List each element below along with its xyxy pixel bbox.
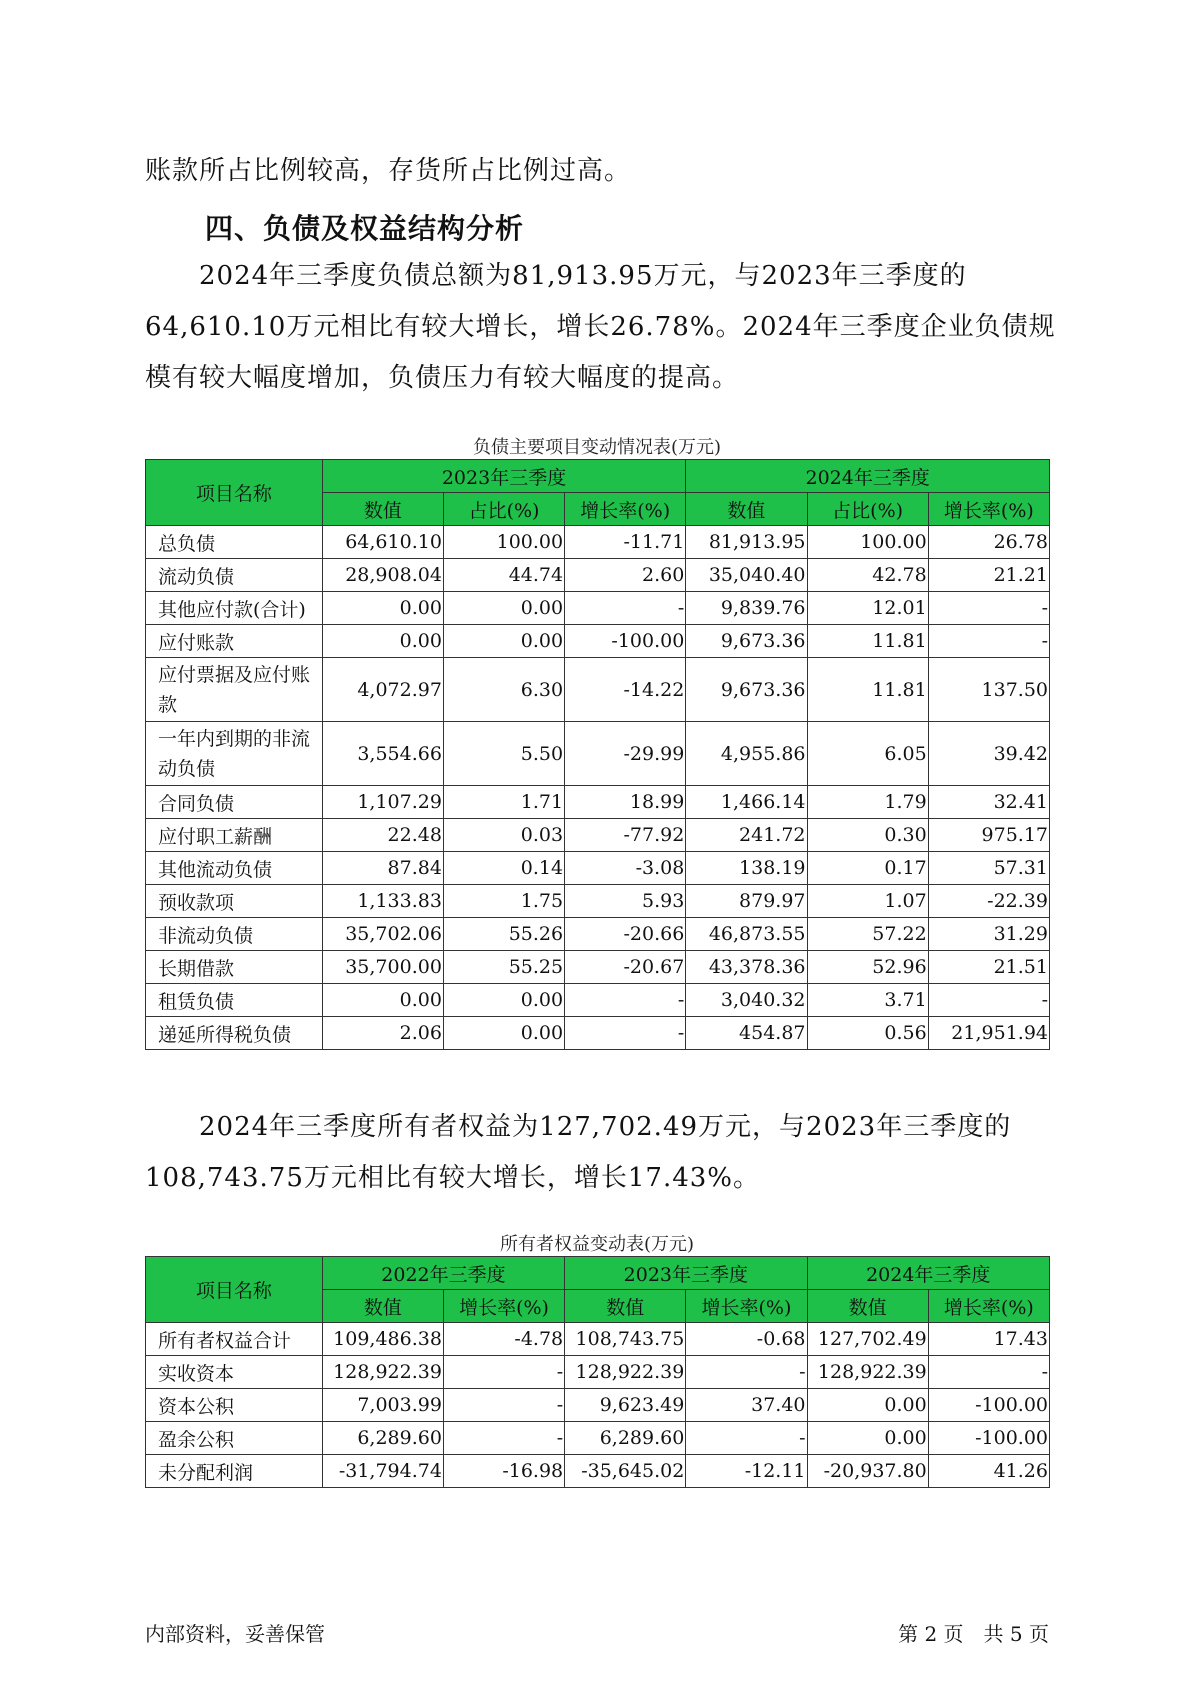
- cell-share: 55.26: [443, 918, 564, 951]
- cell-value: 1,133.83: [322, 885, 443, 918]
- cell-share: 0.03: [443, 819, 564, 852]
- cell-value: 128,922.39: [322, 1356, 443, 1389]
- cell-growth: -100.00: [928, 1389, 1049, 1422]
- table-row: [146, 819, 1050, 852]
- cell-value: 128,922.39: [565, 1356, 686, 1389]
- cell-value: 0.00: [807, 1422, 928, 1455]
- table2-period3-header: 2024年三季度: [807, 1257, 1049, 1290]
- cell-growth: -: [565, 1017, 686, 1050]
- cell-value: 1,107.29: [322, 786, 443, 819]
- cell-growth: -: [565, 592, 686, 625]
- cell-value: -35,645.02: [565, 1455, 686, 1488]
- cell-share: 12.01: [807, 592, 928, 625]
- table-row: [146, 918, 1050, 951]
- cell-value: 43,378.36: [686, 951, 807, 984]
- cell-share: 42.78: [807, 559, 928, 592]
- cell-share: 0.17: [807, 852, 928, 885]
- cell-value: 3,554.66: [322, 722, 443, 786]
- cell-growth: 26.78: [928, 526, 1049, 559]
- cell-growth: -29.99: [565, 722, 686, 786]
- cell-growth: 37.40: [686, 1389, 807, 1422]
- cell-growth: 31.29: [928, 918, 1049, 951]
- table-row: [146, 1422, 1050, 1455]
- table2-col-growth: 增长率(%): [443, 1290, 564, 1323]
- table-row: [146, 559, 1050, 592]
- row-label: 租赁负债: [146, 984, 323, 1017]
- table1-col-growth: 增长率(%): [928, 493, 1049, 526]
- cell-value: 108,743.75: [565, 1323, 686, 1356]
- cell-value: 35,040.40: [686, 559, 807, 592]
- cell-share: 1.71: [443, 786, 564, 819]
- row-label: 资本公积: [146, 1389, 323, 1422]
- cell-value: 0.00: [322, 592, 443, 625]
- cell-value: 35,700.00: [322, 951, 443, 984]
- table-row: [146, 786, 1050, 819]
- cell-growth: -: [443, 1389, 564, 1422]
- table2-col-growth: 增长率(%): [928, 1290, 1049, 1323]
- cell-growth: -: [928, 1356, 1049, 1389]
- footer-confidential-note: 内部资料，妥善保管: [145, 1622, 325, 1646]
- liabilities-table: [145, 459, 1050, 1050]
- row-label: 总负债: [146, 526, 323, 559]
- row-label: 盈余公积: [146, 1422, 323, 1455]
- table-row: [146, 722, 1050, 786]
- row-label: 非流动负债: [146, 918, 323, 951]
- table1-col-share: 占比(%): [443, 493, 564, 526]
- cell-share: 0.14: [443, 852, 564, 885]
- cell-value: 6,289.60: [322, 1422, 443, 1455]
- cell-growth: -11.71: [565, 526, 686, 559]
- cell-growth: 2.60: [565, 559, 686, 592]
- row-label: 应付票据及应付账款: [146, 658, 323, 722]
- cell-growth: -: [928, 625, 1049, 658]
- cell-value: 9,673.36: [686, 625, 807, 658]
- cell-value: 9,839.76: [686, 592, 807, 625]
- cell-value: 4,955.86: [686, 722, 807, 786]
- cell-share: 11.81: [807, 658, 928, 722]
- cell-share: 100.00: [807, 526, 928, 559]
- row-label: 未分配利润: [146, 1455, 323, 1488]
- cell-value: 1,466.14: [686, 786, 807, 819]
- table1-period1-header: 2023年三季度: [322, 460, 686, 493]
- table-row: [146, 1389, 1050, 1422]
- row-label: 其他应付款(合计): [146, 592, 323, 625]
- cell-growth: -: [443, 1356, 564, 1389]
- cell-growth: 137.50: [928, 658, 1049, 722]
- cell-value: 46,873.55: [686, 918, 807, 951]
- cell-value: 454.87: [686, 1017, 807, 1050]
- cell-growth: 975.17: [928, 819, 1049, 852]
- paragraph-liabilities: 2024年三季度负债总额为81,913.95万元，与2023年三季度的64,610.10万元相比有较大增长，增长26.78%。2024年三季度企业负债规模有较大幅度增加，负债压力有较大幅度的提高。: [145, 261, 1056, 393]
- cell-value: 9,673.36: [686, 658, 807, 722]
- cell-growth: -100.00: [565, 625, 686, 658]
- cell-growth: 17.43: [928, 1323, 1049, 1356]
- cell-share: 0.00: [443, 1017, 564, 1050]
- cell-share: 100.00: [443, 526, 564, 559]
- cell-share: 0.56: [807, 1017, 928, 1050]
- table2-col-value: 数值: [807, 1290, 928, 1323]
- cell-share: 0.00: [443, 625, 564, 658]
- cell-value: 0.00: [322, 984, 443, 1017]
- cell-value: 0.00: [322, 625, 443, 658]
- cell-value: 9,623.49: [565, 1389, 686, 1422]
- table1-col-growth: 增长率(%): [565, 493, 686, 526]
- cell-share: 1.75: [443, 885, 564, 918]
- table-row: [146, 1323, 1050, 1356]
- cell-value: 7,003.99: [322, 1389, 443, 1422]
- cell-growth: 21,951.94: [928, 1017, 1049, 1050]
- row-label: 应付账款: [146, 625, 323, 658]
- row-label: 一年内到期的非流动负债: [146, 722, 323, 786]
- cell-growth: -100.00: [928, 1422, 1049, 1455]
- cell-value: 64,610.10: [322, 526, 443, 559]
- cell-growth: -77.92: [565, 819, 686, 852]
- cell-value: 35,702.06: [322, 918, 443, 951]
- cell-growth: -0.68: [686, 1323, 807, 1356]
- cell-value: 138.19: [686, 852, 807, 885]
- cell-share: 11.81: [807, 625, 928, 658]
- cell-share: 44.74: [443, 559, 564, 592]
- table-row: [146, 984, 1050, 1017]
- cell-value: 127,702.49: [807, 1323, 928, 1356]
- section-heading: 四、负债及权益结构分析: [205, 212, 525, 245]
- cell-share: 6.05: [807, 722, 928, 786]
- row-label: 应付职工薪酬: [146, 819, 323, 852]
- cell-value: 81,913.95: [686, 526, 807, 559]
- row-label: 递延所得税负债: [146, 1017, 323, 1050]
- table1-col-value: 数值: [686, 493, 807, 526]
- table1-name-header: 项目名称: [146, 460, 323, 526]
- cell-growth: -16.98: [443, 1455, 564, 1488]
- row-label: 实收资本: [146, 1356, 323, 1389]
- table-row: [146, 526, 1050, 559]
- table-row: [146, 1455, 1050, 1488]
- cell-growth: 57.31: [928, 852, 1049, 885]
- cell-value: 241.72: [686, 819, 807, 852]
- cell-share: 55.25: [443, 951, 564, 984]
- cell-growth: -22.39: [928, 885, 1049, 918]
- paragraph-equity: 2024年三季度所有者权益为127,702.49万元，与2023年三季度的108,743.75万元相比有较大增长，增长17.43%。: [145, 1112, 1012, 1193]
- cell-share: 0.30: [807, 819, 928, 852]
- cell-growth: -: [928, 984, 1049, 1017]
- cell-growth: -: [686, 1422, 807, 1455]
- cell-value: 6,289.60: [565, 1422, 686, 1455]
- table1-period2-header: 2024年三季度: [686, 460, 1050, 493]
- cell-share: 1.79: [807, 786, 928, 819]
- cell-growth: -20.67: [565, 951, 686, 984]
- cell-share: 3.71: [807, 984, 928, 1017]
- cell-share: 52.96: [807, 951, 928, 984]
- table1-caption: 负债主要项目变动情况表(万元): [472, 437, 722, 458]
- cell-growth: -4.78: [443, 1323, 564, 1356]
- cell-share: 57.22: [807, 918, 928, 951]
- cell-growth: -20.66: [565, 918, 686, 951]
- cell-growth: 32.41: [928, 786, 1049, 819]
- cell-share: 0.00: [443, 592, 564, 625]
- cell-value: -20,937.80: [807, 1455, 928, 1488]
- equity-table: [145, 1256, 1050, 1488]
- table-row: [146, 1017, 1050, 1050]
- cell-share: 1.07: [807, 885, 928, 918]
- cell-value: 22.48: [322, 819, 443, 852]
- cell-value: 2.06: [322, 1017, 443, 1050]
- cell-share: 5.50: [443, 722, 564, 786]
- cell-growth: 21.51: [928, 951, 1049, 984]
- cell-share: 6.30: [443, 658, 564, 722]
- table2-period2-header: 2023年三季度: [565, 1257, 807, 1290]
- cell-growth: -: [686, 1356, 807, 1389]
- cell-growth: -14.22: [565, 658, 686, 722]
- row-label: 所有者权益合计: [146, 1323, 323, 1356]
- cell-value: 4,072.97: [322, 658, 443, 722]
- row-label: 预收款项: [146, 885, 323, 918]
- table-row: [146, 625, 1050, 658]
- cell-growth: -12.11: [686, 1455, 807, 1488]
- cell-share: 0.00: [443, 984, 564, 1017]
- paragraph-continuation: 账款所占比例较高，存货所占比例过高。: [145, 156, 632, 186]
- table1-col-value: 数值: [322, 493, 443, 526]
- footer-page-number: 第 2 页 共 5 页: [898, 1622, 1049, 1646]
- cell-growth: -: [565, 984, 686, 1017]
- cell-value: 0.00: [807, 1389, 928, 1422]
- table-row: [146, 885, 1050, 918]
- table-row: [146, 1356, 1050, 1389]
- cell-growth: -: [443, 1422, 564, 1455]
- cell-value: 3,040.32: [686, 984, 807, 1017]
- row-label: 合同负债: [146, 786, 323, 819]
- row-label: 流动负债: [146, 559, 323, 592]
- table1-col-share: 占比(%): [807, 493, 928, 526]
- cell-value: 879.97: [686, 885, 807, 918]
- cell-growth: 18.99: [565, 786, 686, 819]
- cell-growth: -3.08: [565, 852, 686, 885]
- table2-caption: 所有者权益变动表(万元): [499, 1234, 695, 1255]
- table-row: [146, 951, 1050, 984]
- cell-growth: 39.42: [928, 722, 1049, 786]
- cell-value: 109,486.38: [322, 1323, 443, 1356]
- table2-col-value: 数值: [565, 1290, 686, 1323]
- row-label: 其他流动负债: [146, 852, 323, 885]
- cell-value: 128,922.39: [807, 1356, 928, 1389]
- cell-value: 28,908.04: [322, 559, 443, 592]
- table2-name-header: 项目名称: [146, 1257, 323, 1323]
- cell-growth: 5.93: [565, 885, 686, 918]
- cell-growth: -: [928, 592, 1049, 625]
- table-row: [146, 852, 1050, 885]
- table2-period1-header: 2022年三季度: [322, 1257, 564, 1290]
- row-label: 长期借款: [146, 951, 323, 984]
- cell-growth: 21.21: [928, 559, 1049, 592]
- cell-value: 87.84: [322, 852, 443, 885]
- table2-col-value: 数值: [322, 1290, 443, 1323]
- cell-growth: 41.26: [928, 1455, 1049, 1488]
- table-row: [146, 658, 1050, 722]
- cell-value: -31,794.74: [322, 1455, 443, 1488]
- table2-col-growth: 增长率(%): [686, 1290, 807, 1323]
- table-row: [146, 592, 1050, 625]
